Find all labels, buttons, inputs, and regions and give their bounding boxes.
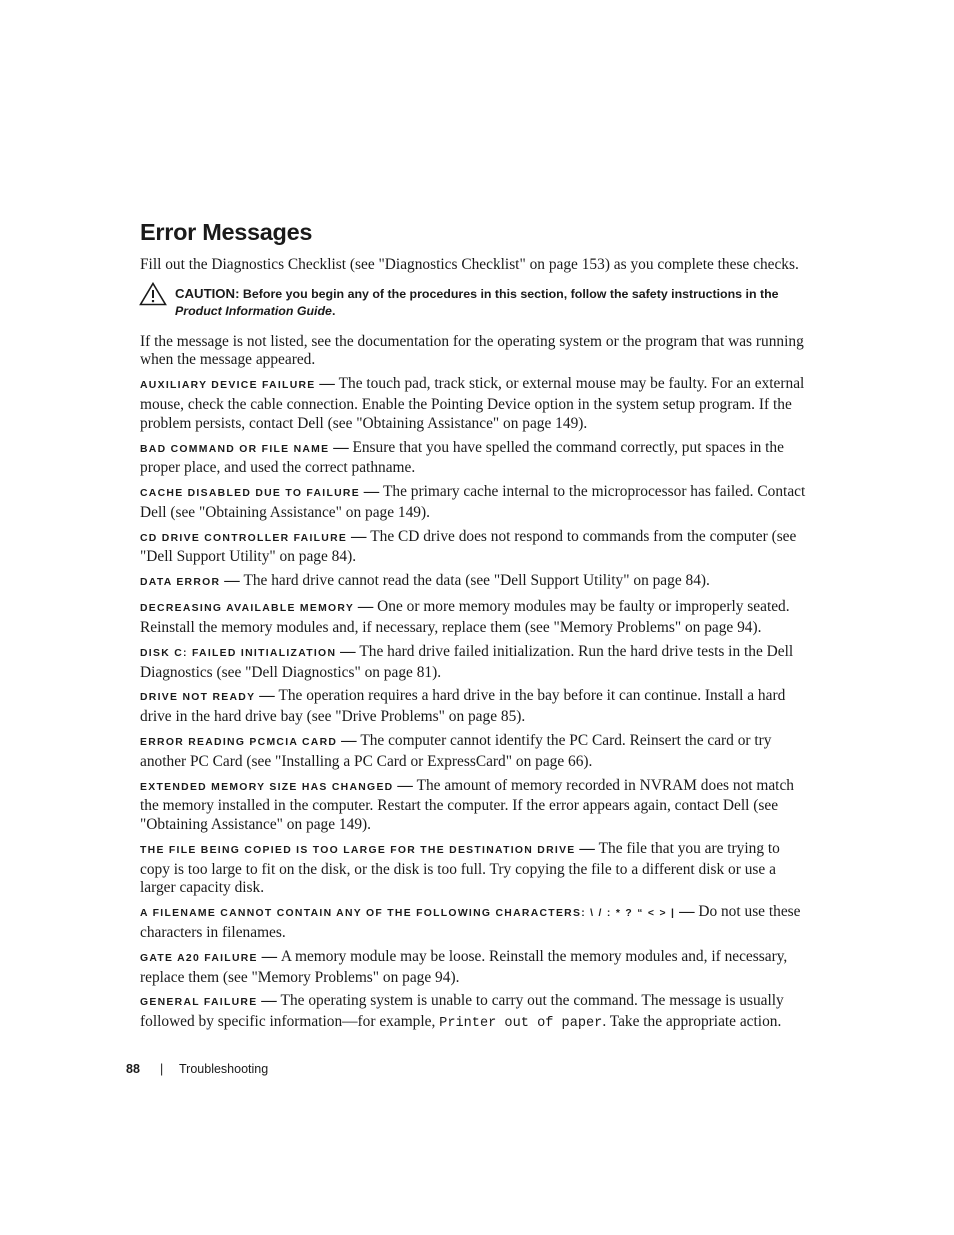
error-separator: —	[257, 947, 281, 965]
footer-separator: |	[160, 1062, 164, 1076]
error-message-entry	[140, 572, 812, 593]
error-term: DECREASING AVAILABLE MEMORY	[140, 603, 355, 615]
error-description: The CD drive does not respond to commands from the computer (see "Dell Support Utility" on page 84).	[140, 527, 797, 566]
error-description: The operating system is unable to carry out the command. The message is usually followed by specific information—for example,	[140, 992, 784, 1031]
error-term: DISK C: FAILED INITIALIZATION	[140, 647, 337, 659]
error-description: The computer cannot identify the PC Card. Reinsert the card or try another PC Card (see "Installing a PC Card or ExpressCard" on page 66).	[140, 732, 772, 770]
caution-product-ref: Product Information Guide	[175, 304, 332, 319]
error-separator: —	[329, 438, 353, 456]
caution-body: Before you begin any of the procedures in this section, follow the safety instructions in the	[242, 286, 779, 301]
error-message-entry	[140, 528, 812, 567]
error-message-entry	[140, 992, 812, 1033]
error-separator: —	[359, 483, 384, 501]
error-separator: —	[575, 839, 599, 857]
error-description: The hard drive cannot read the data (see "Dell Support Utility" on page 84).	[243, 572, 710, 590]
page-title: Error Messages	[140, 219, 313, 245]
error-separator: —	[347, 527, 371, 545]
error-description: The touch pad, track stick, or external mouse may be faulty. For an external mouse, check the cable connection. Enable the Pointing Device option in the system setup program. If the problem persists, contact Dell (see "Obtaining Assistance" on page 149).	[140, 375, 805, 432]
caution-note	[140, 285, 812, 321]
error-term: DRIVE NOT READY	[140, 692, 256, 704]
warning-triangle-icon	[139, 282, 167, 306]
error-description: One or more memory modules may be faulty or improperly seated. Reinstall the memory modules and, if necessary, replace them (see "Memory Problems" on page 94).	[140, 598, 790, 636]
error-term: BAD COMMAND OR FILE NAME	[140, 443, 330, 455]
error-description: The operation requires a hard drive in the bay before it can continue. Install a hard drive in the hard drive bay (see "Drive Problems" on page 85).	[140, 687, 786, 726]
error-message-entry	[140, 948, 812, 987]
intro-paragraph: Fill out the Diagnostics Checklist (see "Diagnostics Checklist" on page 153) as you complete these checks.	[140, 256, 799, 273]
error-message-list	[140, 375, 812, 987]
error-example-code: Printer out of paper	[439, 1016, 603, 1032]
error-message-entry	[140, 375, 812, 433]
error-message-entry	[140, 840, 812, 898]
error-separator: —	[255, 687, 279, 705]
error-term: THE FILE BEING COPIED IS TOO LARGE FOR THE DESTINATION DRIVE	[140, 844, 576, 856]
error-term: CD DRIVE CONTROLLER FAILURE	[140, 532, 348, 544]
error-term: ERROR READING PCMCIA CARD	[140, 737, 338, 749]
caution-label: CAUTION:	[175, 285, 240, 301]
error-description: Ensure that you have spelled the command correctly, put spaces in the proper place, and used the correct pathname.	[140, 438, 784, 477]
error-description: Do not use these characters in filenames.	[140, 903, 801, 941]
error-separator: —	[257, 992, 281, 1010]
error-message-entry	[140, 732, 812, 771]
error-message-entry	[140, 903, 812, 942]
error-message-entry	[140, 687, 812, 726]
error-description: The file that you are trying to copy is too large to fit on the disk, or the disk is too full. Try copying the file to a different disk or use a larger capacity disk.	[140, 839, 780, 897]
page-number: 88	[126, 1062, 140, 1076]
lead-paragraph: If the message is not listed, see the documentation for the operating system or the program that was running when the message appeared.	[140, 332, 804, 369]
error-term: EXTENDED MEMORY SIZE HAS CHANGED	[140, 781, 394, 793]
error-description: A memory module may be loose. Reinstall the memory modules and, if necessary, replace them (see "Memory Problems" on page 94).	[140, 947, 788, 986]
error-description: The amount of memory recorded in NVRAM does not match the memory installed in the computer. Restart the computer. If the error appears again, contact Dell (see "Obtaining Assistance" on page 149).	[140, 776, 794, 834]
error-separator: —	[354, 598, 378, 616]
error-description: The hard drive failed initialization. Run the hard drive tests in the Dell Diagnostics (see "Dell Diagnostics" on page 81).	[140, 642, 794, 681]
error-term: GENERAL FAILURE	[140, 997, 258, 1009]
error-term: AUXILIARY DEVICE FAILURE	[140, 380, 316, 392]
error-term: CACHE DISABLED DUE TO FAILURE	[140, 488, 360, 500]
error-separator: —	[336, 642, 360, 660]
error-term: GATE A20 FAILURE	[140, 952, 258, 964]
error-separator: —	[337, 732, 361, 750]
error-term: DATA ERROR	[140, 577, 221, 589]
error-separator: —	[393, 776, 417, 794]
footer-section-title: Troubleshooting	[179, 1062, 269, 1076]
error-message-entry	[140, 483, 812, 522]
error-description: The primary cache internal to the microprocessor has failed. Contact Dell (see "Obtaining Assistance" on page 149).	[140, 483, 806, 521]
error-separator: —	[315, 375, 339, 393]
document-page	[140, 217, 812, 1039]
error-message-entry	[140, 643, 812, 682]
caution-end: .	[331, 304, 336, 319]
error-separator: —	[675, 903, 699, 921]
error-term: A FILENAME CANNOT CONTAIN ANY OF THE FOLLOWING CHARACTERS: \ / : * ? “ < > |	[140, 908, 676, 920]
error-message-entry	[140, 439, 812, 478]
error-message-entry	[140, 598, 812, 637]
caution-text	[175, 285, 812, 321]
error-separator: —	[220, 572, 244, 590]
error-message-entry	[140, 777, 812, 835]
error-description-end: . Take the appropriate action.	[602, 1013, 782, 1031]
